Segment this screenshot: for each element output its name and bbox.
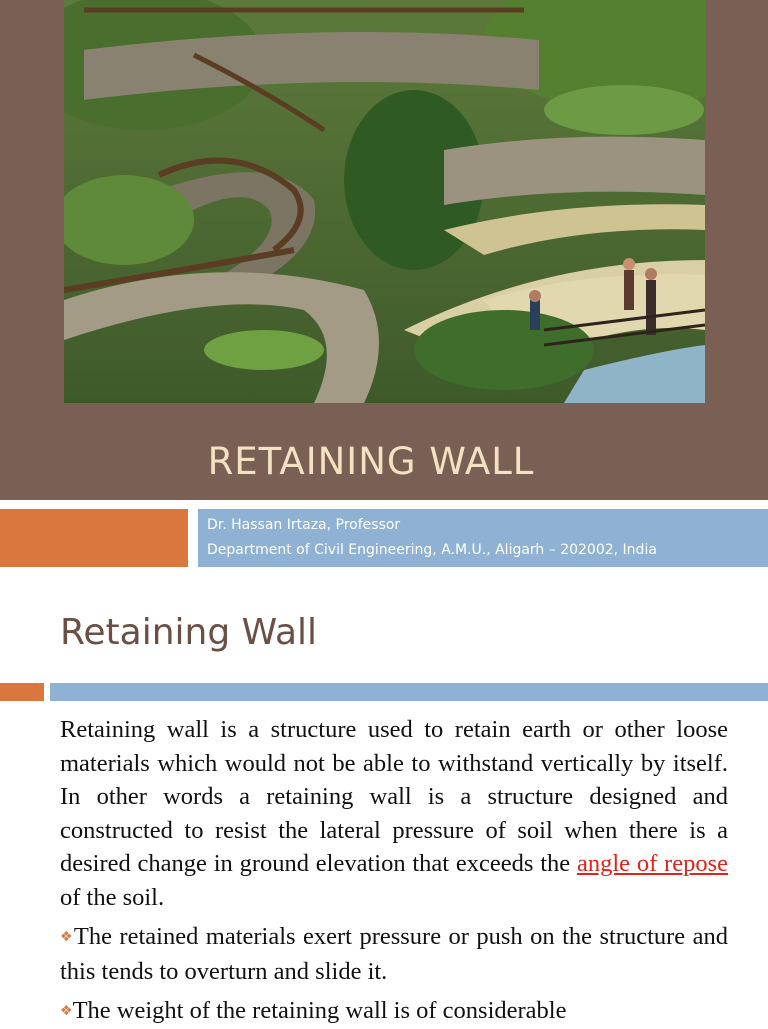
title-slide <box>0 0 768 500</box>
definition-paragraph <box>60 713 728 914</box>
author-block <box>207 513 657 563</box>
slide-title: Retaining Wall <box>60 612 318 653</box>
paragraph-text-end: of the soil. <box>60 883 165 911</box>
author-department: Department of Civil Engineering, A.M.U., Aligarh – 202002, India <box>207 542 657 558</box>
bullet-text: The retained materials exert pressure or push on the structure and this tends to overturn and slide it. <box>60 923 728 985</box>
accent-bar-orange <box>0 509 188 567</box>
bullet-text: The weight of the retaining wall is of considerable <box>72 997 567 1024</box>
terraced-garden-image <box>64 0 705 403</box>
title-underline-blue <box>50 683 768 701</box>
hero-photo <box>64 0 705 403</box>
diamond-bullet-icon: ❖ <box>60 930 74 945</box>
author-name: Dr. Hassan Irtaza, Professor <box>207 517 401 533</box>
bullet-item <box>60 994 728 1029</box>
bullet-item <box>60 920 728 988</box>
paragraph-text-start: Retaining wall is a structure used to retain earth or other loose materials which would not be able to withstand vertically by itself. In other words a retaining wall is a structure designed and constructed to resist the lateral pressure of soil when there is a desired change in ground elevation that exceeds the <box>60 716 728 877</box>
diamond-bullet-icon: ❖ <box>60 1004 73 1019</box>
angle-of-repose-link[interactable]: angle of repose <box>576 850 728 877</box>
slide-body <box>60 713 728 1029</box>
presentation-title: RETAINING WALL <box>207 440 535 483</box>
title-underline-orange <box>0 683 44 701</box>
